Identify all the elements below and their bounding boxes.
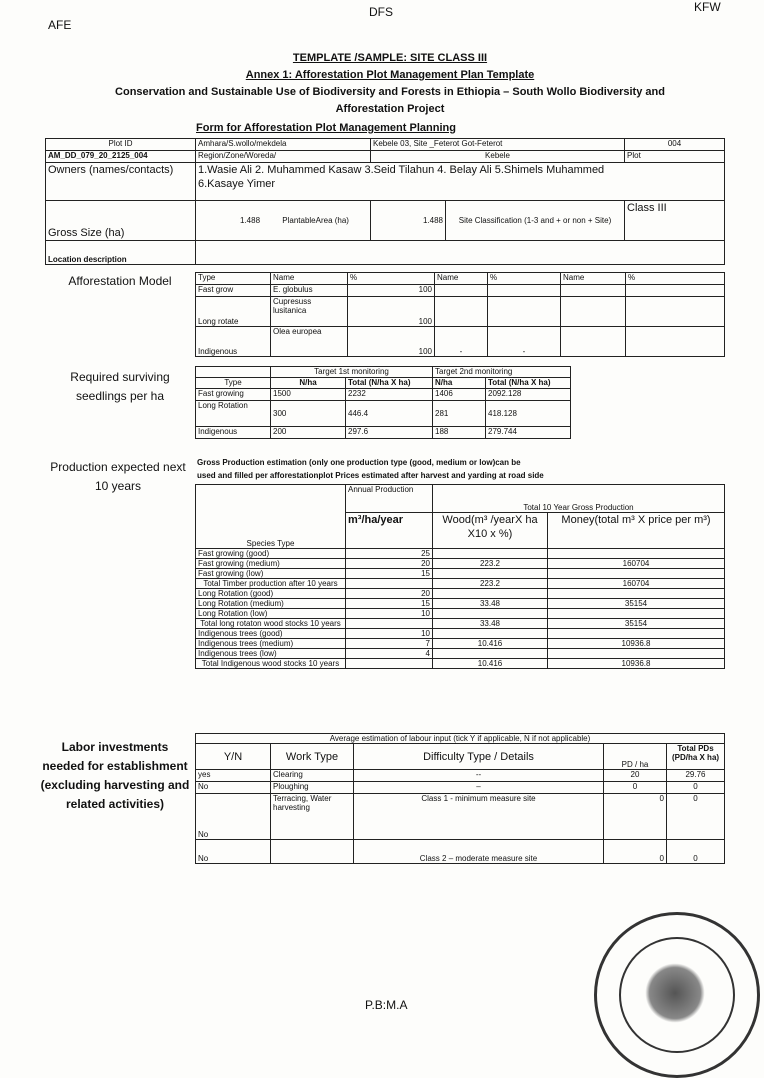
production-m3: 20 [346, 559, 433, 569]
model-row-type: Long rotate [196, 297, 271, 327]
production-money: 35154 [548, 599, 725, 609]
production-money [548, 629, 725, 639]
region-value: Amhara/S.wollo/mekdela [196, 139, 371, 151]
labor-row-work: Terracing, Water harvesting [271, 794, 354, 840]
production-row [196, 629, 725, 639]
production-wood [433, 629, 548, 639]
gross-size-cell [196, 201, 371, 241]
header-kfw: KFW [694, 0, 721, 14]
seedlings-table [195, 366, 725, 439]
production-wood [433, 649, 548, 659]
labor-h-work: Work Type [271, 744, 354, 770]
production-m3: 7 [346, 639, 433, 649]
seedlings-row-n1: 1500 [271, 389, 346, 401]
production-m3 [346, 659, 433, 669]
production-money: 10936.8 [548, 659, 725, 669]
production-row [196, 549, 725, 559]
model-h-name3: Name [561, 273, 626, 285]
owners-value [196, 163, 725, 201]
production-h-money: Money(total m³ X price per m³) [548, 513, 725, 549]
plot-id-value: AM_DD_079_20_2125_004 [46, 151, 196, 163]
labor-row-work: Ploughing [271, 782, 354, 794]
labor-h-pd: PD / ha [604, 744, 667, 770]
production-h-wood: Wood(m³ /yearX ha X10 x %) [433, 513, 548, 549]
production-money: 35154 [548, 619, 725, 629]
production-money: 160704 [548, 579, 725, 589]
afforestation-model-table [195, 272, 725, 357]
owners-line-2: 6.Kasaye Yimer [198, 178, 276, 190]
labor-row-total: 0 [667, 840, 725, 864]
labor-row-total: 0 [667, 794, 725, 840]
production-money [548, 589, 725, 599]
production-h-annual: Annual Production [346, 485, 433, 513]
seedlings-row-type: Indigenous [196, 427, 271, 439]
production-row [196, 649, 725, 659]
model-h-name2: Name [435, 273, 488, 285]
kebele-value: Kebele 03, Site _Feterot Got-Feterot [371, 139, 625, 151]
labor-row-detail: Class 1 - minimum measure site [354, 794, 604, 840]
seedlings-h-type: Type [196, 378, 271, 389]
labor-h-total-pd: Total PDs (PD/ha X ha) [667, 744, 725, 770]
target-2nd-header: Target 2nd monitoring [433, 367, 571, 378]
production-m3: 15 [346, 569, 433, 579]
production-species: Indigenous trees (medium) [196, 639, 346, 649]
production-m3: 25 [346, 549, 433, 559]
production-species: Long Rotation (low) [196, 609, 346, 619]
production-row [196, 569, 725, 579]
production-species: Fast growing (good) [196, 549, 346, 559]
title-annex: Annex 1: Afforestation Plot Management Plan Template [245, 69, 535, 81]
model-h-pct1: % [348, 273, 435, 285]
labor-row-pd: 0 [604, 794, 667, 840]
production-note-1: Gross Production estimation (only one production type (good, medium or low)can be [197, 458, 521, 467]
location-label: Location description [46, 241, 196, 265]
labor-row-pd: 20 [604, 770, 667, 782]
production-row [196, 559, 725, 569]
production-m3: 20 [346, 589, 433, 599]
title-template: TEMPLATE /SAMPLE: SITE CLASS III [292, 52, 488, 64]
labor-h-difficulty: Difficulty Type / Details [354, 744, 604, 770]
footer-initials: P.B:M.A [365, 998, 408, 1012]
production-wood: 33.48 [433, 599, 548, 609]
seedlings-row-n1: 300 [271, 401, 346, 427]
production-wood [433, 569, 548, 579]
model-row-name2: - [435, 327, 488, 357]
labor-row-work: Clearing [271, 770, 354, 782]
production-species: Fast growing (low) [196, 569, 346, 579]
labor-row-pd: 0 [604, 840, 667, 864]
seedlings-label: Required surviving seedlings per ha [70, 370, 170, 403]
seedlings-row-t1: 446.4 [346, 401, 433, 427]
labor-row-total: 0 [667, 782, 725, 794]
plot-identification-table [45, 138, 725, 265]
model-row-pct: 100 [348, 285, 435, 297]
model-row-name: Olea europea [271, 327, 348, 357]
production-species: Indigenous trees (good) [196, 629, 346, 639]
production-row [196, 609, 725, 619]
production-total-row [196, 579, 725, 589]
production-wood [433, 609, 548, 619]
production-h-species: Species Type [196, 485, 346, 549]
title-project: Conservation and Sustainable Use of Biodiversity and Forests in Ethiopia – South Wollo Biodiversity and [115, 86, 665, 98]
model-h-pct2: % [488, 273, 561, 285]
production-species: Long Rotation (medium) [196, 599, 346, 609]
official-stamp [594, 912, 760, 1078]
plot-value: 004 [625, 139, 725, 151]
seedlings-row-n2: 188 [433, 427, 486, 439]
production-species: Total long rotaton wood stocks 10 years [196, 619, 346, 629]
afforestation-model-label: Afforestation Model [68, 274, 172, 288]
region-label: Region/Zone/Woreda/ [196, 151, 371, 163]
model-row-pct2: - [488, 327, 561, 357]
production-m3: 10 [346, 609, 433, 619]
seedlings-row-n2: 1406 [433, 389, 486, 401]
production-wood: 223.2 [433, 579, 548, 589]
model-h-name1: Name [271, 273, 348, 285]
header-afe: AFE [48, 18, 72, 32]
labor-row-yn: No [196, 840, 271, 864]
model-row-name: Cupresuss lusitanica [271, 297, 348, 327]
seedlings-row-t2: 279.744 [486, 427, 571, 439]
production-row [196, 589, 725, 599]
production-wood: 10.416 [433, 659, 548, 669]
seedlings-row-type: Fast growing [196, 389, 271, 401]
model-row-type: Indigenous [196, 327, 271, 357]
production-m3 [346, 579, 433, 589]
production-label: Production expected next 10 years [50, 460, 186, 493]
seedlings-row-type: Long Rotation [196, 401, 271, 427]
production-wood: 33.48 [433, 619, 548, 629]
production-row [196, 639, 725, 649]
production-m3 [346, 619, 433, 629]
seedlings-h-total2: Total (N/ha X ha) [486, 378, 571, 389]
model-row-type: Fast grow [196, 285, 271, 297]
seedlings-row-n2: 281 [433, 401, 486, 427]
owners-line-1: 1.Wasie Ali 2. Muhammed Kasaw 3.Seid Tilahun 4. Belay Ali 5.Shimels Muhammed [198, 164, 605, 176]
location-value [196, 241, 725, 265]
production-row [196, 599, 725, 609]
kebele-label: Kebele [371, 151, 625, 163]
document-titles [60, 50, 720, 118]
production-money [548, 569, 725, 579]
seedlings-h-nha2: N/ha [433, 378, 486, 389]
labor-row-yn: yes [196, 770, 271, 782]
seedlings-row-t1: 297.6 [346, 427, 433, 439]
production-table [195, 484, 725, 669]
production-species: Fast growing (medium) [196, 559, 346, 569]
gross-size-label: Gross Size (ha) [46, 201, 196, 241]
labor-row-yn: No [196, 794, 271, 840]
production-h-total10: Total 10 Year Gross Production [433, 485, 725, 513]
production-species: Total Indigenous wood stocks 10 years [196, 659, 346, 669]
labor-row-pd: 0 [604, 782, 667, 794]
plantable-area-label: PlantableArea (ha) [282, 216, 349, 225]
title-project-cont: Afforestation Project [335, 103, 445, 115]
form-title: Form for Afforestation Plot Management Planning [196, 122, 456, 134]
model-row-name: E. globulus [271, 285, 348, 297]
production-total-row [196, 659, 725, 669]
labor-table [195, 733, 725, 864]
production-wood [433, 549, 548, 559]
seedlings-h-total: Total (N/ha X ha) [346, 378, 433, 389]
production-money [548, 649, 725, 659]
site-class-value: Class III [625, 201, 725, 241]
production-money: 10936.8 [548, 639, 725, 649]
site-class-label: Site Classification (1-3 and + or non + Site) [446, 201, 625, 241]
seedlings-h-nha: N/ha [271, 378, 346, 389]
model-row-pct: 100 [348, 327, 435, 357]
production-total-row [196, 619, 725, 629]
model-row-name2 [435, 285, 488, 297]
target-1st-header: Target 1st monitoring [271, 367, 433, 378]
production-money [548, 549, 725, 559]
labor-row-detail: – [354, 782, 604, 794]
production-note-2: used and filled per afforestationplot Prices estimated after harvest and yarding at road side [197, 471, 544, 480]
labor-note: Average estimation of labour input (tick Y if applicable, N if not applicable) [196, 734, 725, 744]
model-h-pct3: % [626, 273, 725, 285]
labor-h-yn: Y/N [196, 744, 271, 770]
production-wood: 10.416 [433, 639, 548, 649]
labor-row-detail: Class 2 – moderate measure site [354, 840, 604, 864]
labor-row-total: 29.76 [667, 770, 725, 782]
production-money: 160704 [548, 559, 725, 569]
labor-row-work [271, 840, 354, 864]
header-dfs: DFS [369, 5, 393, 19]
gross-size-value: 1.488 [240, 216, 261, 225]
seedlings-row-n1: 200 [271, 427, 346, 439]
production-species: Long Rotation (good) [196, 589, 346, 599]
seedlings-row-t2: 418.128 [486, 401, 571, 427]
plot-label: Plot [625, 151, 725, 163]
production-m3: 15 [346, 599, 433, 609]
labor-label: Labor investments needed for establishment (excluding harvesting and related activities) [40, 740, 190, 811]
stamp-emblem [645, 963, 705, 1023]
production-m3: 10 [346, 629, 433, 639]
seedlings-row-t1: 2232 [346, 389, 433, 401]
plantable-area-value: 1.488 [371, 201, 446, 241]
plot-id-label: Plot ID [46, 139, 196, 151]
production-wood: 223.2 [433, 559, 548, 569]
owners-label: Owners (names/contacts) [46, 163, 196, 201]
model-row-pct: 100 [348, 297, 435, 327]
production-h-m3: m³/ha/year [346, 513, 433, 549]
production-m3: 4 [346, 649, 433, 659]
production-money [548, 609, 725, 619]
seedlings-row-t2: 2092.128 [486, 389, 571, 401]
labor-row-detail: -- [354, 770, 604, 782]
production-wood [433, 589, 548, 599]
labor-row-yn: No [196, 782, 271, 794]
production-species: Total Timber production after 10 years [196, 579, 346, 589]
model-h-type: Type [196, 273, 271, 285]
production-species: Indigenous trees (low) [196, 649, 346, 659]
